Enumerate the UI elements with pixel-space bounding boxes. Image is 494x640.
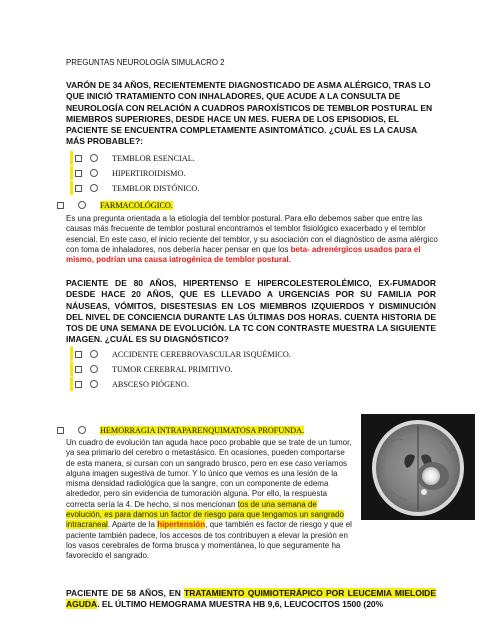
radio-icon[interactable] <box>90 350 98 358</box>
radio-icon[interactable] <box>90 184 98 192</box>
explanation-text: . Aparte de la <box>107 520 158 530</box>
option-label: TEMBLOR ESENCIAL. <box>112 153 195 163</box>
question-text: . EL ÚLTIMO HEMOGRAMA MUESTRA HB 9,6, LEUCOCITOS 1500 (20% <box>97 599 384 610</box>
question-1-explanation <box>66 214 438 265</box>
option-label: ACCIDENTE CEREBROVASCULAR ISQUÉMICO. <box>112 349 291 359</box>
radio-icon[interactable] <box>78 426 86 434</box>
checkbox-icon[interactable] <box>57 427 64 434</box>
brain-ct-illustration <box>361 414 475 520</box>
document-title: PREGUNTAS NEUROLOGÍA SIMULACRO 2 <box>66 58 225 67</box>
question-2-text: PACIENTE DE 80 AÑOS, HIPERTENSO E HIPERCOLESTEROLÉMICO, EX-FUMADOR DESDE HACE 20 AÑOS, QUE ES LLEVADO A URGENCIAS POR SU FAMILIA POR NÁUSEAS, VÓMITOS, DISESTESIAS EN LOS MIEMBROS IZQUIERDOS Y DISMINUCIÓN DEL NIVEL DE CONCIENCIA DURANTE LAS ÚLTIMAS DOS HORAS. CUENTA HISTORIA DE TOS DE UNA SEMANA DE EVOLUCIÓN. LA TC CON CONTRASTE MUESTRA LA SIGUIENTE IMAGEN. ¿CUÁL ES SU DIAGNÓSTICO? <box>66 278 436 345</box>
q2-option-3[interactable] <box>70 377 189 391</box>
question-highlight: TRATAMIENTO QUIMIOTERÁPICO POR LEUCEMIA MIELOIDE AGUDA <box>66 588 436 610</box>
q1-option-3[interactable] <box>70 181 199 195</box>
radio-icon[interactable] <box>90 380 98 388</box>
checkbox-icon[interactable] <box>75 170 82 177</box>
q1-option-2[interactable] <box>70 166 185 180</box>
checkbox-icon[interactable] <box>75 366 82 373</box>
question-text: PACIENTE DE 58 AÑOS, EN <box>66 588 185 598</box>
explanation-text: Un cuadro de evolución tan aguda hace poco probable que se trate de un tumor, ya sea primario del cerebro o metastásico. En ocasiones, pueden comportarse de esta manera, si cursan con un sangrado brusco, pero en ese caso veríamos alguna imagen sugestiva de tumor. Y lo único que vemos es una lesión de la misma densidad radiológica que la sangre, con un componente de edema alrededor, pero sin evidencia de tumoración alguna. Por ello, la respuesta correcta sería la 4. De hecho, si nos mencionan <box>66 438 352 509</box>
option-label: ABSCESO PIÓGENO. <box>112 379 189 389</box>
option-marker-bar <box>70 362 73 376</box>
explanation-text: Es una pregunta orientada a la etiología del temblor postural. Para ello debemos saber que entre las causas más frecuente de temblor postural encontramos el temblor fisiológico exacerbado y el temblor esencial. En este caso, el inicio reciente del temblor, y su asociación con el diagnóstico de asma alérgico con toma de inhaladores, nos debería hacer pensar en que los <box>66 214 438 254</box>
question-2-explanation <box>66 438 354 562</box>
q2-option-2[interactable] <box>70 362 232 376</box>
option-marker-bar <box>70 181 73 195</box>
radio-icon[interactable] <box>78 201 86 209</box>
q2-option-1[interactable] <box>70 347 291 361</box>
q1-option-1[interactable] <box>70 151 195 165</box>
checkbox-icon[interactable] <box>75 185 82 192</box>
explanation-red-text: beta- adrenérgicos usados para el mismo, podrían una causa iatrogénica de temblor postural. <box>66 244 421 265</box>
q2-option-4-correct[interactable] <box>57 423 304 437</box>
checkbox-icon[interactable] <box>57 202 64 209</box>
option-marker-bar <box>70 347 73 361</box>
radio-icon[interactable] <box>90 154 98 162</box>
checkbox-icon[interactable] <box>75 351 82 358</box>
q1-option-4-correct[interactable] <box>57 198 173 212</box>
option-label: HIPERTIROIDISMO. <box>112 168 186 178</box>
option-label-highlighted: FARMACOLÓGICO. <box>100 200 173 210</box>
question-3-text <box>66 588 436 611</box>
explanation-red-highlight: hipertensión <box>157 520 206 530</box>
option-marker-bar <box>70 166 73 180</box>
option-label: TUMOR CEREBRAL PRIMITIVO. <box>112 364 233 374</box>
option-marker-bar <box>70 151 73 165</box>
option-label: TEMBLOR DISTÓNICO. <box>112 183 200 193</box>
ct-scan-image <box>361 414 475 520</box>
radio-icon[interactable] <box>90 365 98 373</box>
explanation-highlight: tos de una semana de evolución, es para darnos un factor de riesgo para que tengamos un sangrado intracraneal <box>66 499 344 530</box>
radio-icon[interactable] <box>90 169 98 177</box>
option-label-highlighted: HEMORRAGIA INTRAPARENQUIMATOSA PROFUNDA. <box>100 425 305 435</box>
option-marker-bar <box>70 377 73 391</box>
checkbox-icon[interactable] <box>75 155 82 162</box>
question-1-text: VARÓN DE 34 AÑOS, RECIENTEMENTE DIAGNOSTICADO DE ASMA ALÉRGICO, TRAS LO QUE INICIÓ TRATAMIENTO CON INHALADORES, QUE ACUDE A LA CONSULTA DE NEUROLOGÍA CON RELACIÓN A CUADROS PAROXÍSTICOS DE TEMBLOR POSTURAL EN MIEMBROS SUPERIORES, DESDE HACE UN MES. FUERA DE LOS EPISODIOS, EL PACIENTE SE ENCUENTRA COMPLETAMENTE ASINTOMÁTICO. ¿CUÁL ES LA CAUSA MÁS PROBABLE?: <box>66 80 433 147</box>
explanation-text: , que también es factor de riesgo y que el paciente también padece, los accesos de tos contribuyen a elevar la presión en los vasos cerebrales de forma brusca y momentánea, lo que seguramente ha favorecido el sangrado. <box>66 520 352 561</box>
checkbox-icon[interactable] <box>75 381 82 388</box>
